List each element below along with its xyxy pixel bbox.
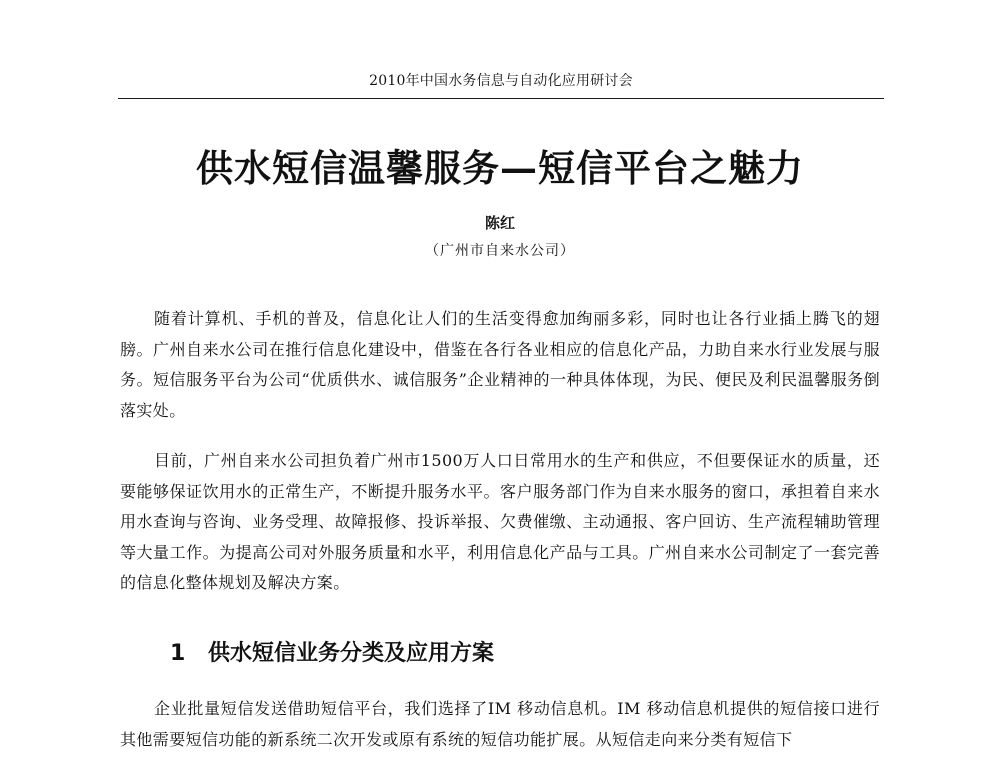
header-rule	[118, 98, 884, 99]
body-paragraph-2: 目前，广州自来水公司担负着广州市1500万人口日常用水的生产和供应，不但要保证水的质量，还要能够保证饮用水的正常生产，不断提升服务水平。客户服务部门作为自来水服务的窗口，承担着自来水用水查询与咨询、业务受理、故障报修、投诉举报、欠费催缴、主动通报、客户回访、生产流程辅助管理等大量工作。为提高公司对外服务质量和水平，利用信息化产品与工具。广州自来水公司制定了一套完善的信息化整体规划及解决方案。	[120, 451, 880, 592]
section-1-title: 供水短信业务分类及应用方案	[208, 641, 495, 666]
article-affiliation: （广州市自来水公司）	[425, 243, 575, 259]
article-author: 陈红	[484, 214, 515, 232]
section-1-heading	[170, 640, 494, 668]
body-paragraph-1: 随着计算机、手机的普及，信息化让人们的生活变得愈加绚丽多彩，同时也让各行业插上腾飞的翅膀。广州自来水公司在推行信息化建设中，借鉴在各行各业相应的信息化产品，力助自来水行业发展与服务。短信服务平台为公司“优质供水、诚信服务”企业精神的一种具体体现，为民、便民及利民温馨服务倒落实处。	[120, 309, 880, 420]
running-header: 2010年中国水务信息与自动化应用研讨会	[369, 73, 633, 89]
section-1-number: 1	[170, 641, 186, 666]
section-1-paragraph: 企业批量短信发送借助短信平台，我们选择了IM 移动信息机。IM 移动信息机提供的短信接口进行其他需要短信功能的新系统二次开发或原有系统的短信功能扩展。从短信走向来分类有短信下	[120, 699, 880, 749]
article-title: 供水短信温馨服务—短信平台之魅力	[196, 146, 804, 190]
